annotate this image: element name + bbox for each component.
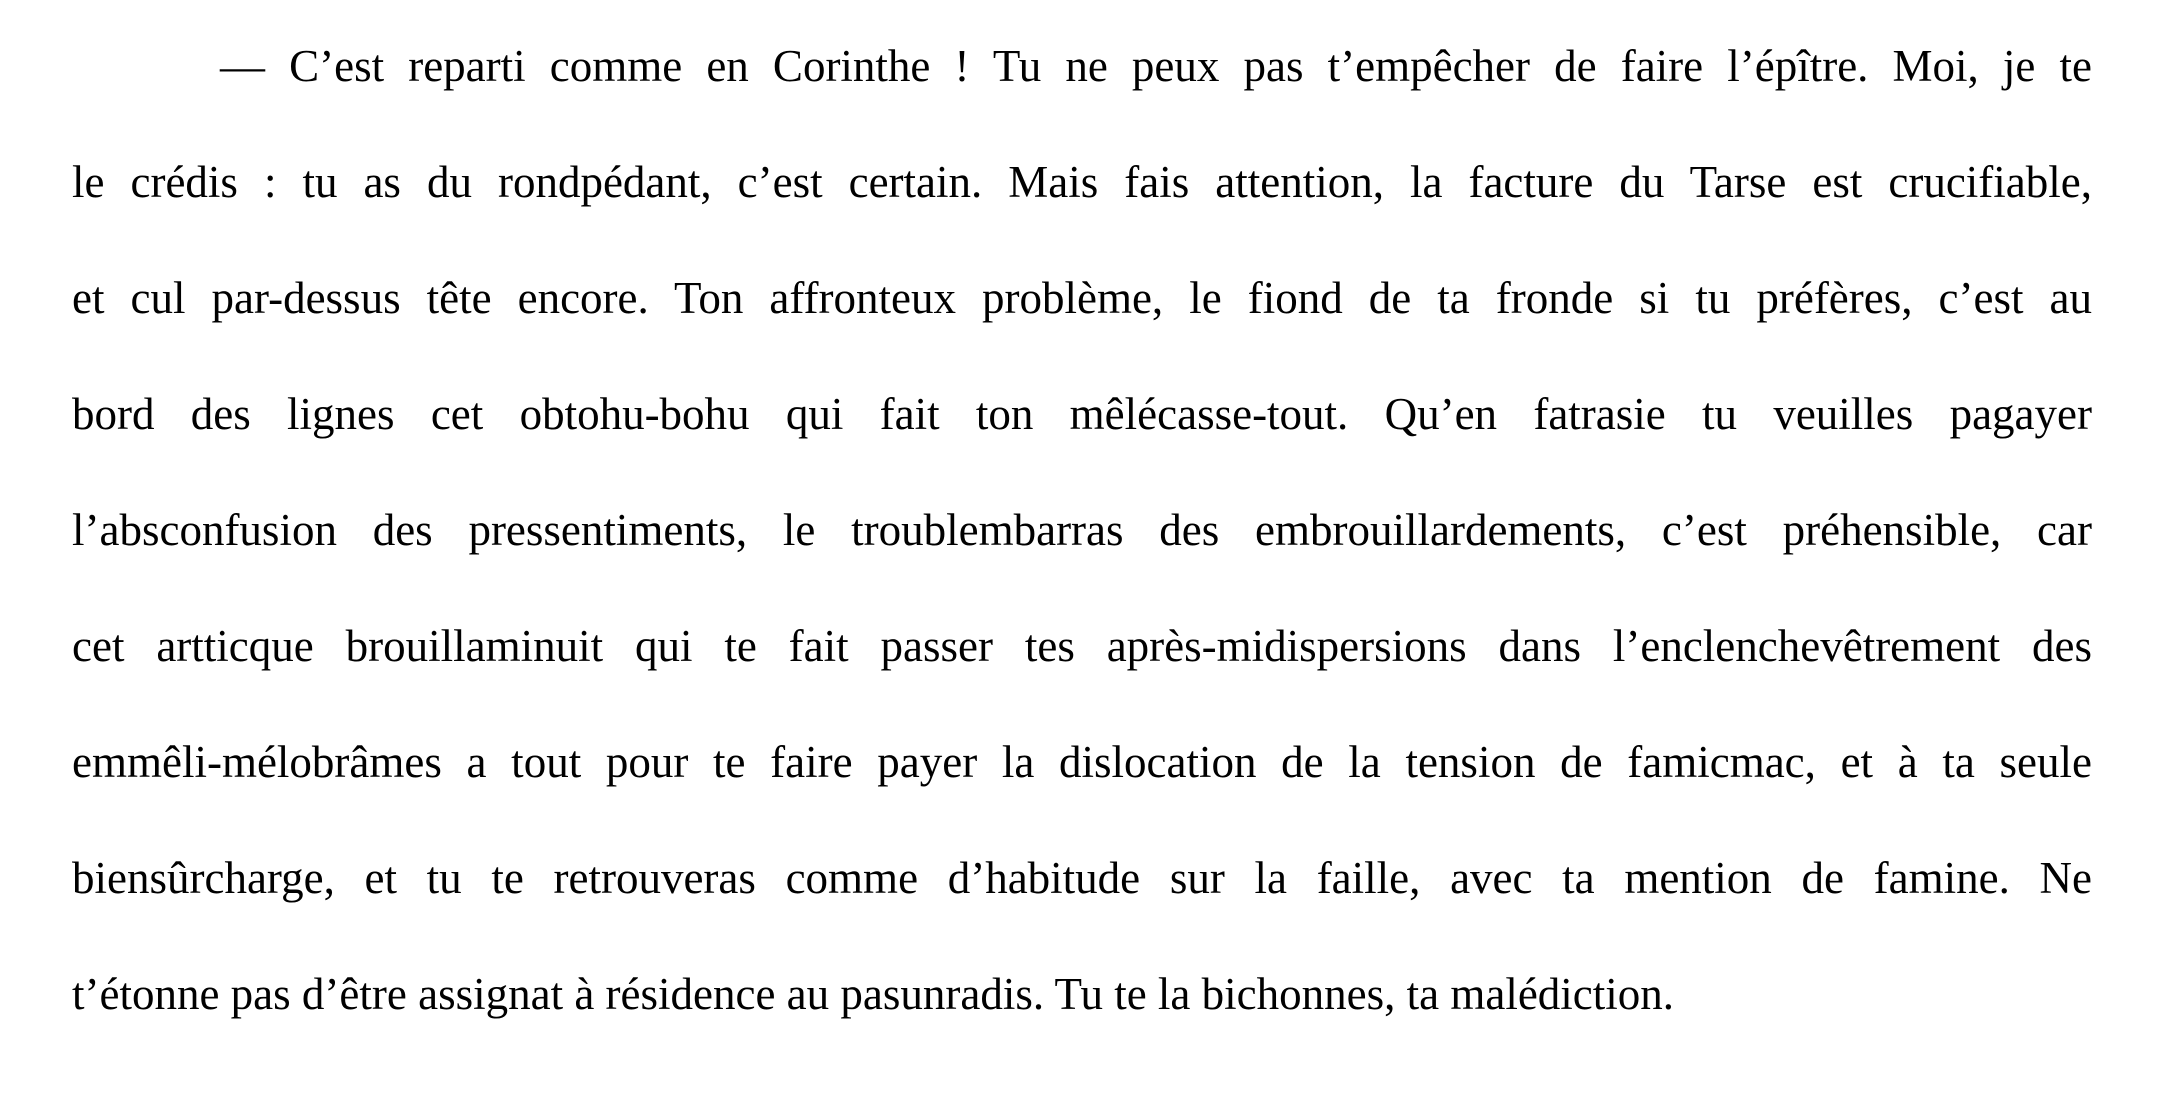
paragraph-line: bord des lignes cet obtohu-bohu qui fait ton mêlécasse-tout. Qu’en fatrasie tu veuilles pagayer xyxy=(72,389,2092,439)
paragraph-line: et cul par-dessus tête encore. Ton affronteux problème, le fiond de ta fronde si tu préfères, c’est au xyxy=(72,273,2092,323)
paragraph xyxy=(72,40,2092,1084)
paragraph-line: l’absconfusion des pressentiments, le troublembarras des embrouillardements, c’est préhensible, car xyxy=(72,505,2092,555)
paragraph-line: biensûrcharge, et tu te retrouveras comme d’habitude sur la faille, avec ta mention de famine. Ne xyxy=(72,853,2092,903)
paragraph-line: emmêli-mélobrâmes a tout pour te faire payer la dislocation de la tension de famicmac, et à ta seule xyxy=(72,737,2092,787)
paragraph-line: t’étonne pas d’être assignat à résidence au pasunradis. Tu te la bichonnes, ta malédiction. xyxy=(72,969,1675,1019)
paragraph-line: le crédis : tu as du rondpédant, c’est certain. Mais fais attention, la facture du Tarse est crucifiable, xyxy=(72,157,2092,207)
paragraph-line: cet artticque brouillaminuit qui te fait passer tes après-midispersions dans l’enclenchevêtrement des xyxy=(72,621,2092,671)
paragraph-line: — C’est reparti comme en Corinthe ! Tu ne peux pas t’empêcher de faire l’épître. Moi, je te xyxy=(220,41,2092,91)
